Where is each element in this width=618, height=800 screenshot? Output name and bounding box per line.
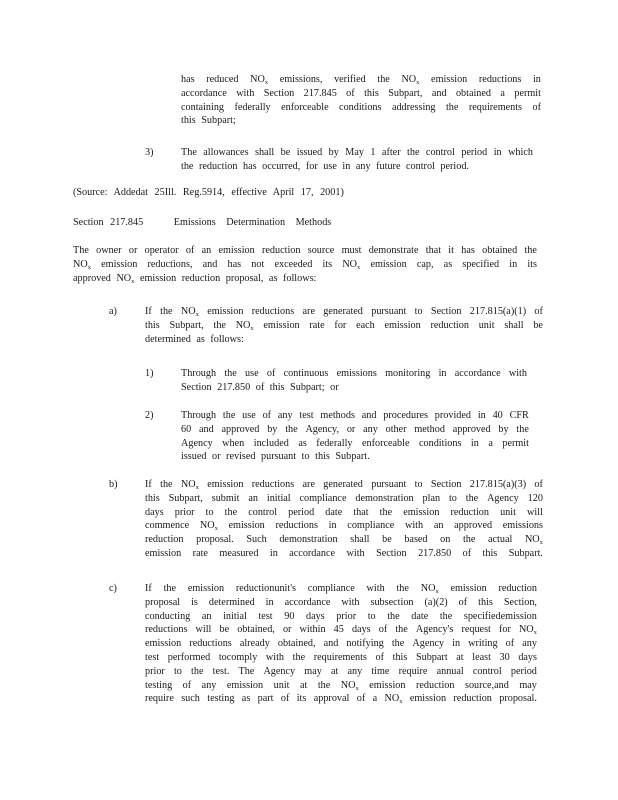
text-line: Through the use of continuous emissions monitoring in accordance with xyxy=(181,368,527,379)
text-line: reductions will be obtained, or within 45 days of the Agency's request for $NO_x$ xyxy=(145,624,537,637)
text-line: approved $NO_x$ emission reduction proposal, as follows: xyxy=(73,272,317,285)
item-a-text xyxy=(145,305,543,346)
text-line: accordance with Section 217.845 of this Subpart, and obtained a permit xyxy=(181,87,541,99)
text-line: reduction proposal. Such demonstration shall be based on the actual $NO_x$ xyxy=(145,534,543,547)
text-line: Through the use of any test methods and procedures provided in 40 CFR xyxy=(181,410,529,421)
item-b-text xyxy=(145,478,543,561)
item-3-label: 3) xyxy=(145,147,154,158)
text-line: 60 and approved by the Agency, or any other method approved by the xyxy=(181,423,529,435)
text-line: $NO_x$ emission reductions, and has not exceeded its $NO_x$ emission cap, as specified in its xyxy=(73,258,537,271)
text-line: emission reductions already obtained, and notifying the Agency in writing of any xyxy=(145,638,537,650)
item-a1-text xyxy=(181,367,527,395)
text-line: The owner or operator of an emission reduction source must demonstrate that it has obtained the xyxy=(73,245,537,256)
text-line: test performed tocomply with the requirements of this Subpart at least 30 days xyxy=(145,651,537,663)
text-line: determined as follows: xyxy=(145,333,244,345)
text-line: The allowances shall be issued by May 1 after the control period in which xyxy=(181,147,533,158)
continuation-paragraph xyxy=(181,73,541,128)
text-line: If the $NO_x$ emission reductions are generated pursuant to Section 217.815(a)(1) of xyxy=(145,306,543,318)
item-c-label: c) xyxy=(109,583,117,594)
text-line: prior to the test. The Agency may at any time require annual control period xyxy=(145,665,537,677)
text-line: Section 217.850 of this Subpart; or xyxy=(181,381,339,393)
intro-paragraph xyxy=(73,244,537,285)
text-line: emission rate measured in accordance with Section 217.850 of this Subpart. xyxy=(145,547,543,559)
text-line: issued or revised pursuant to this Subpart. xyxy=(181,451,370,463)
text-line: Agency when included as federally enforceable conditions in a permit xyxy=(181,437,529,449)
text-line: this Subpart; xyxy=(181,115,236,127)
text-line: this Subpart, the $NO_x$ emission rate for each emission reduction unit shall be xyxy=(145,319,543,332)
text-line: the reduction has occurred, for use in any future control period. xyxy=(181,160,469,172)
source-note: (Source: Addedat 25Ill. Reg.5914, effective April 17, 2001) xyxy=(73,187,344,198)
item-c-text xyxy=(145,582,537,706)
text-line: days prior to the control period date that the emission reduction unit will xyxy=(145,506,543,518)
item-a1-label: 1) xyxy=(145,368,154,379)
item-b-label: b) xyxy=(109,479,118,490)
section-heading xyxy=(73,216,393,230)
text-line: If the emission reductionunit's compliance with the $NO_x$ emission reduction xyxy=(145,583,537,595)
text-line: proposal is determined in accordance with subsection (a)(2) of this Section, xyxy=(145,596,537,608)
section-title: Emissions Determination Methods xyxy=(173,217,332,228)
text-line: conducting an initial test 90 days prior to the date the specifiedemission xyxy=(145,610,537,622)
item-a2-label: 2) xyxy=(145,410,154,421)
text-line: containing federally enforceable conditions addressing the requirements of xyxy=(181,101,541,113)
text-line: require such testing as part of its approval of a $NO_x$ emission reduction proposal. xyxy=(145,693,537,706)
text-line: commence $NO_x$ emission reductions in compliance with an approved emissions xyxy=(145,520,543,533)
section-number: Section 217.845 xyxy=(73,217,144,228)
item-3-text xyxy=(181,146,533,174)
item-a2-text xyxy=(181,409,529,464)
text-line: If the $NO_x$ emission reductions are generated pursuant to Section 217.815(a)(3) of xyxy=(145,479,543,491)
text-line: testing of any emission unit at the $NO_x$ emission reduction source,and may xyxy=(145,679,537,692)
text-line: this Subpart, submit an initial compliance demonstration plan to the Agency 120 xyxy=(145,492,543,504)
item-a-label: a) xyxy=(109,306,117,317)
text-line: has reduced $NO_x$ emissions, verified the $NO_x$ emission reductions in xyxy=(181,74,541,86)
